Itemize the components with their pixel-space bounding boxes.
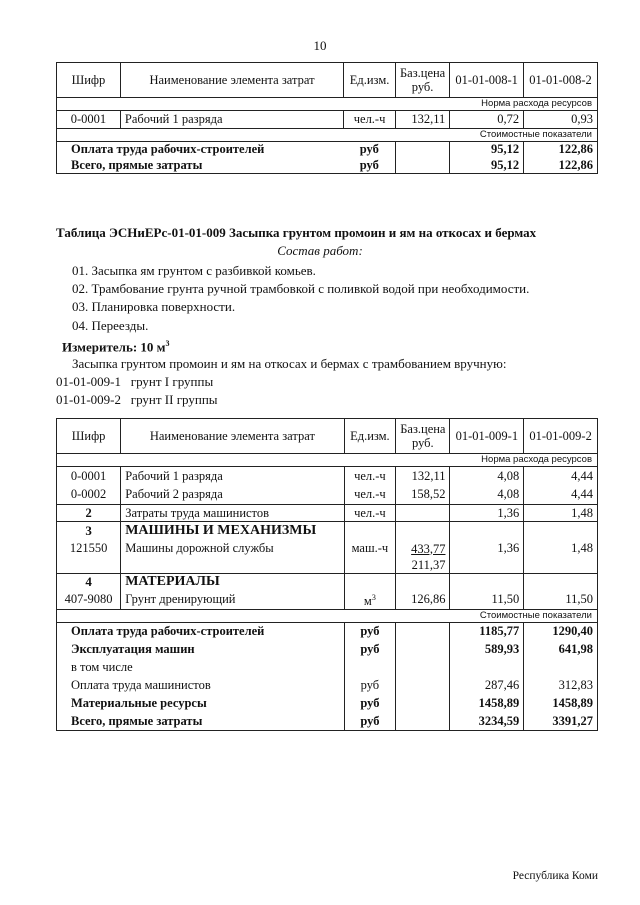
norm-label: Норма расхода ресурсов [57, 454, 598, 467]
row-code: 0-0001 [57, 467, 121, 486]
total-unit: руб [344, 623, 396, 641]
row-code: 121550 [57, 539, 121, 574]
section-name: МАШИНЫ И МЕХАНИЗМЫ [121, 522, 344, 539]
header-price: Баз.цена руб. [396, 419, 450, 454]
row-v1: 4,08 [450, 486, 524, 505]
table-row [57, 590, 598, 610]
work-item: 02. Трамбование грунта ручной трамбовкой с поливкой водой при необходимости. [72, 281, 530, 296]
table-row [57, 486, 598, 505]
section-code: 3 [57, 522, 121, 539]
total-v1 [450, 659, 524, 677]
row-v2: 4,44 [524, 486, 598, 505]
work-item: 03. Планировка поверхности. [72, 299, 236, 314]
work-item: 01. Засыпка ям грунтом с разбивкой комьев. [72, 263, 316, 278]
total-row [57, 158, 598, 174]
total-name: Всего, прямые затраты [57, 713, 345, 731]
work-description: Засыпка грунтом промоин и ям на откосах и бермах с трамбованием вручную: [72, 356, 507, 371]
header-name: Наименование элемента затрат [121, 419, 344, 454]
item-line: 01-01-009-1 грунт I группы [56, 374, 214, 389]
header-unit: Ед.изм. [344, 63, 396, 98]
row-price: 433,77 211,37 [396, 539, 450, 574]
total-unit [344, 659, 396, 677]
row-v2: 1,48 [524, 539, 598, 574]
row-v1: 0,72 [450, 111, 524, 129]
row-name: Рабочий 2 разряда [121, 486, 344, 505]
row-v2: 0,93 [524, 111, 598, 129]
section-name: МАТЕРИАЛЫ [121, 573, 344, 590]
total-v2: 1290,40 [524, 623, 598, 641]
row-v1: 1,36 [450, 539, 524, 574]
total-row [57, 623, 598, 641]
row-unit: чел.-ч [344, 505, 396, 522]
total-v1: 95,12 [450, 142, 524, 158]
row-code: 407-9080 [57, 590, 121, 610]
header-code: Шифр [57, 419, 121, 454]
row-v2: 4,44 [524, 467, 598, 486]
row-price: 132,11 [396, 467, 450, 486]
header-unit: Ед.изм. [344, 419, 396, 454]
footer-region: Республика Коми [512, 870, 598, 882]
total-v2: 122,86 [524, 142, 598, 158]
section-code: 4 [57, 573, 121, 590]
total-unit: руб [344, 158, 396, 174]
table-row [57, 505, 598, 522]
total-row [57, 142, 598, 158]
section-row [57, 573, 598, 590]
total-v2: 122,86 [524, 158, 598, 174]
table-row [57, 111, 598, 129]
total-name: Оплата труда рабочих-строителей [57, 142, 344, 158]
table-row [57, 539, 598, 574]
row-unit: чел.-ч [344, 111, 396, 129]
row-name: Грунт дренирующий [121, 590, 344, 610]
header-price: Баз.цена руб. [395, 63, 449, 98]
row-unit: маш.-ч [344, 539, 396, 574]
total-row [57, 677, 598, 695]
row-code: 0-0002 [57, 486, 121, 505]
total-v1: 287,46 [450, 677, 524, 695]
row-name: Затраты труда машинистов [121, 505, 344, 522]
row-v1: 11,50 [450, 590, 524, 610]
total-v1: 589,93 [450, 641, 524, 659]
total-name: Материальные ресурсы [57, 695, 345, 713]
row-code: 0-0001 [57, 111, 121, 129]
row-v2: 11,50 [524, 590, 598, 610]
total-row [57, 659, 598, 677]
total-unit: руб [344, 695, 396, 713]
page-number: 10 [313, 38, 327, 53]
table-header-row [57, 419, 598, 454]
total-unit: руб [344, 142, 396, 158]
header-name: Наименование элемента затрат [120, 63, 343, 98]
row-price: 132,11 [395, 111, 449, 129]
total-v2: 312,83 [524, 677, 598, 695]
meter-label: Измеритель: 10 $м^3$ [62, 339, 170, 355]
total-name: Всего, прямые затраты [57, 158, 344, 174]
row-name: Рабочий 1 разряда [120, 111, 343, 129]
section-title: Таблица ЭСНиЕРс-01-01-009 Засыпка грунтом промоин и ям на откосах и бермах [56, 225, 537, 240]
total-row [57, 713, 598, 731]
row-name: Машины дорожной службы [121, 539, 344, 574]
total-v2: 1458,89 [524, 695, 598, 713]
total-v1: 95,12 [450, 158, 524, 174]
total-v1: 1458,89 [450, 695, 524, 713]
row-price: 158,52 [396, 486, 450, 505]
total-row [57, 641, 598, 659]
header-col2: 01-01-008-2 [524, 63, 598, 98]
row-unit: $м^3$ [344, 590, 396, 610]
cost-label: Стоимостные показатели [57, 129, 598, 142]
row-v1: 4,08 [450, 467, 524, 486]
resource-table-008 [56, 62, 598, 174]
total-name: в том числе [57, 659, 345, 677]
row-unit: чел.-ч [344, 486, 396, 505]
header-col2: 01-01-009-2 [524, 419, 598, 454]
resource-table-009 [56, 418, 598, 731]
section-row [57, 522, 598, 539]
total-unit: руб [344, 677, 396, 695]
table-row [57, 467, 598, 486]
total-row [57, 695, 598, 713]
total-unit: руб [344, 641, 396, 659]
total-name: Эксплуатация машин [57, 641, 345, 659]
row-code: 2 [57, 505, 121, 522]
total-v2: 641,98 [524, 641, 598, 659]
header-code: Шифр [57, 63, 121, 98]
header-col1: 01-01-009-1 [450, 419, 524, 454]
cost-label: Стоимостные показатели [57, 610, 598, 623]
row-unit: чел.-ч [344, 467, 396, 486]
total-v2 [524, 659, 598, 677]
total-v1: 3234,59 [450, 713, 524, 731]
table-header-row [57, 63, 598, 98]
work-item: 04. Переезды. [72, 318, 149, 333]
norm-label: Норма расхода ресурсов [57, 98, 598, 111]
item-line: 01-01-009-2 грунт II группы [56, 392, 218, 407]
total-name: Оплата труда рабочих-строителей [57, 623, 345, 641]
row-v1: 1,36 [450, 505, 524, 522]
row-price: 126,86 [396, 590, 450, 610]
row-name: Рабочий 1 разряда [121, 467, 344, 486]
composition-label: Состав работ: [277, 243, 363, 258]
total-v2: 3391,27 [524, 713, 598, 731]
header-col1: 01-01-008-1 [450, 63, 524, 98]
total-unit: руб [344, 713, 396, 731]
row-v2: 1,48 [524, 505, 598, 522]
total-name: Оплата труда машинистов [57, 677, 345, 695]
total-v1: 1185,77 [450, 623, 524, 641]
